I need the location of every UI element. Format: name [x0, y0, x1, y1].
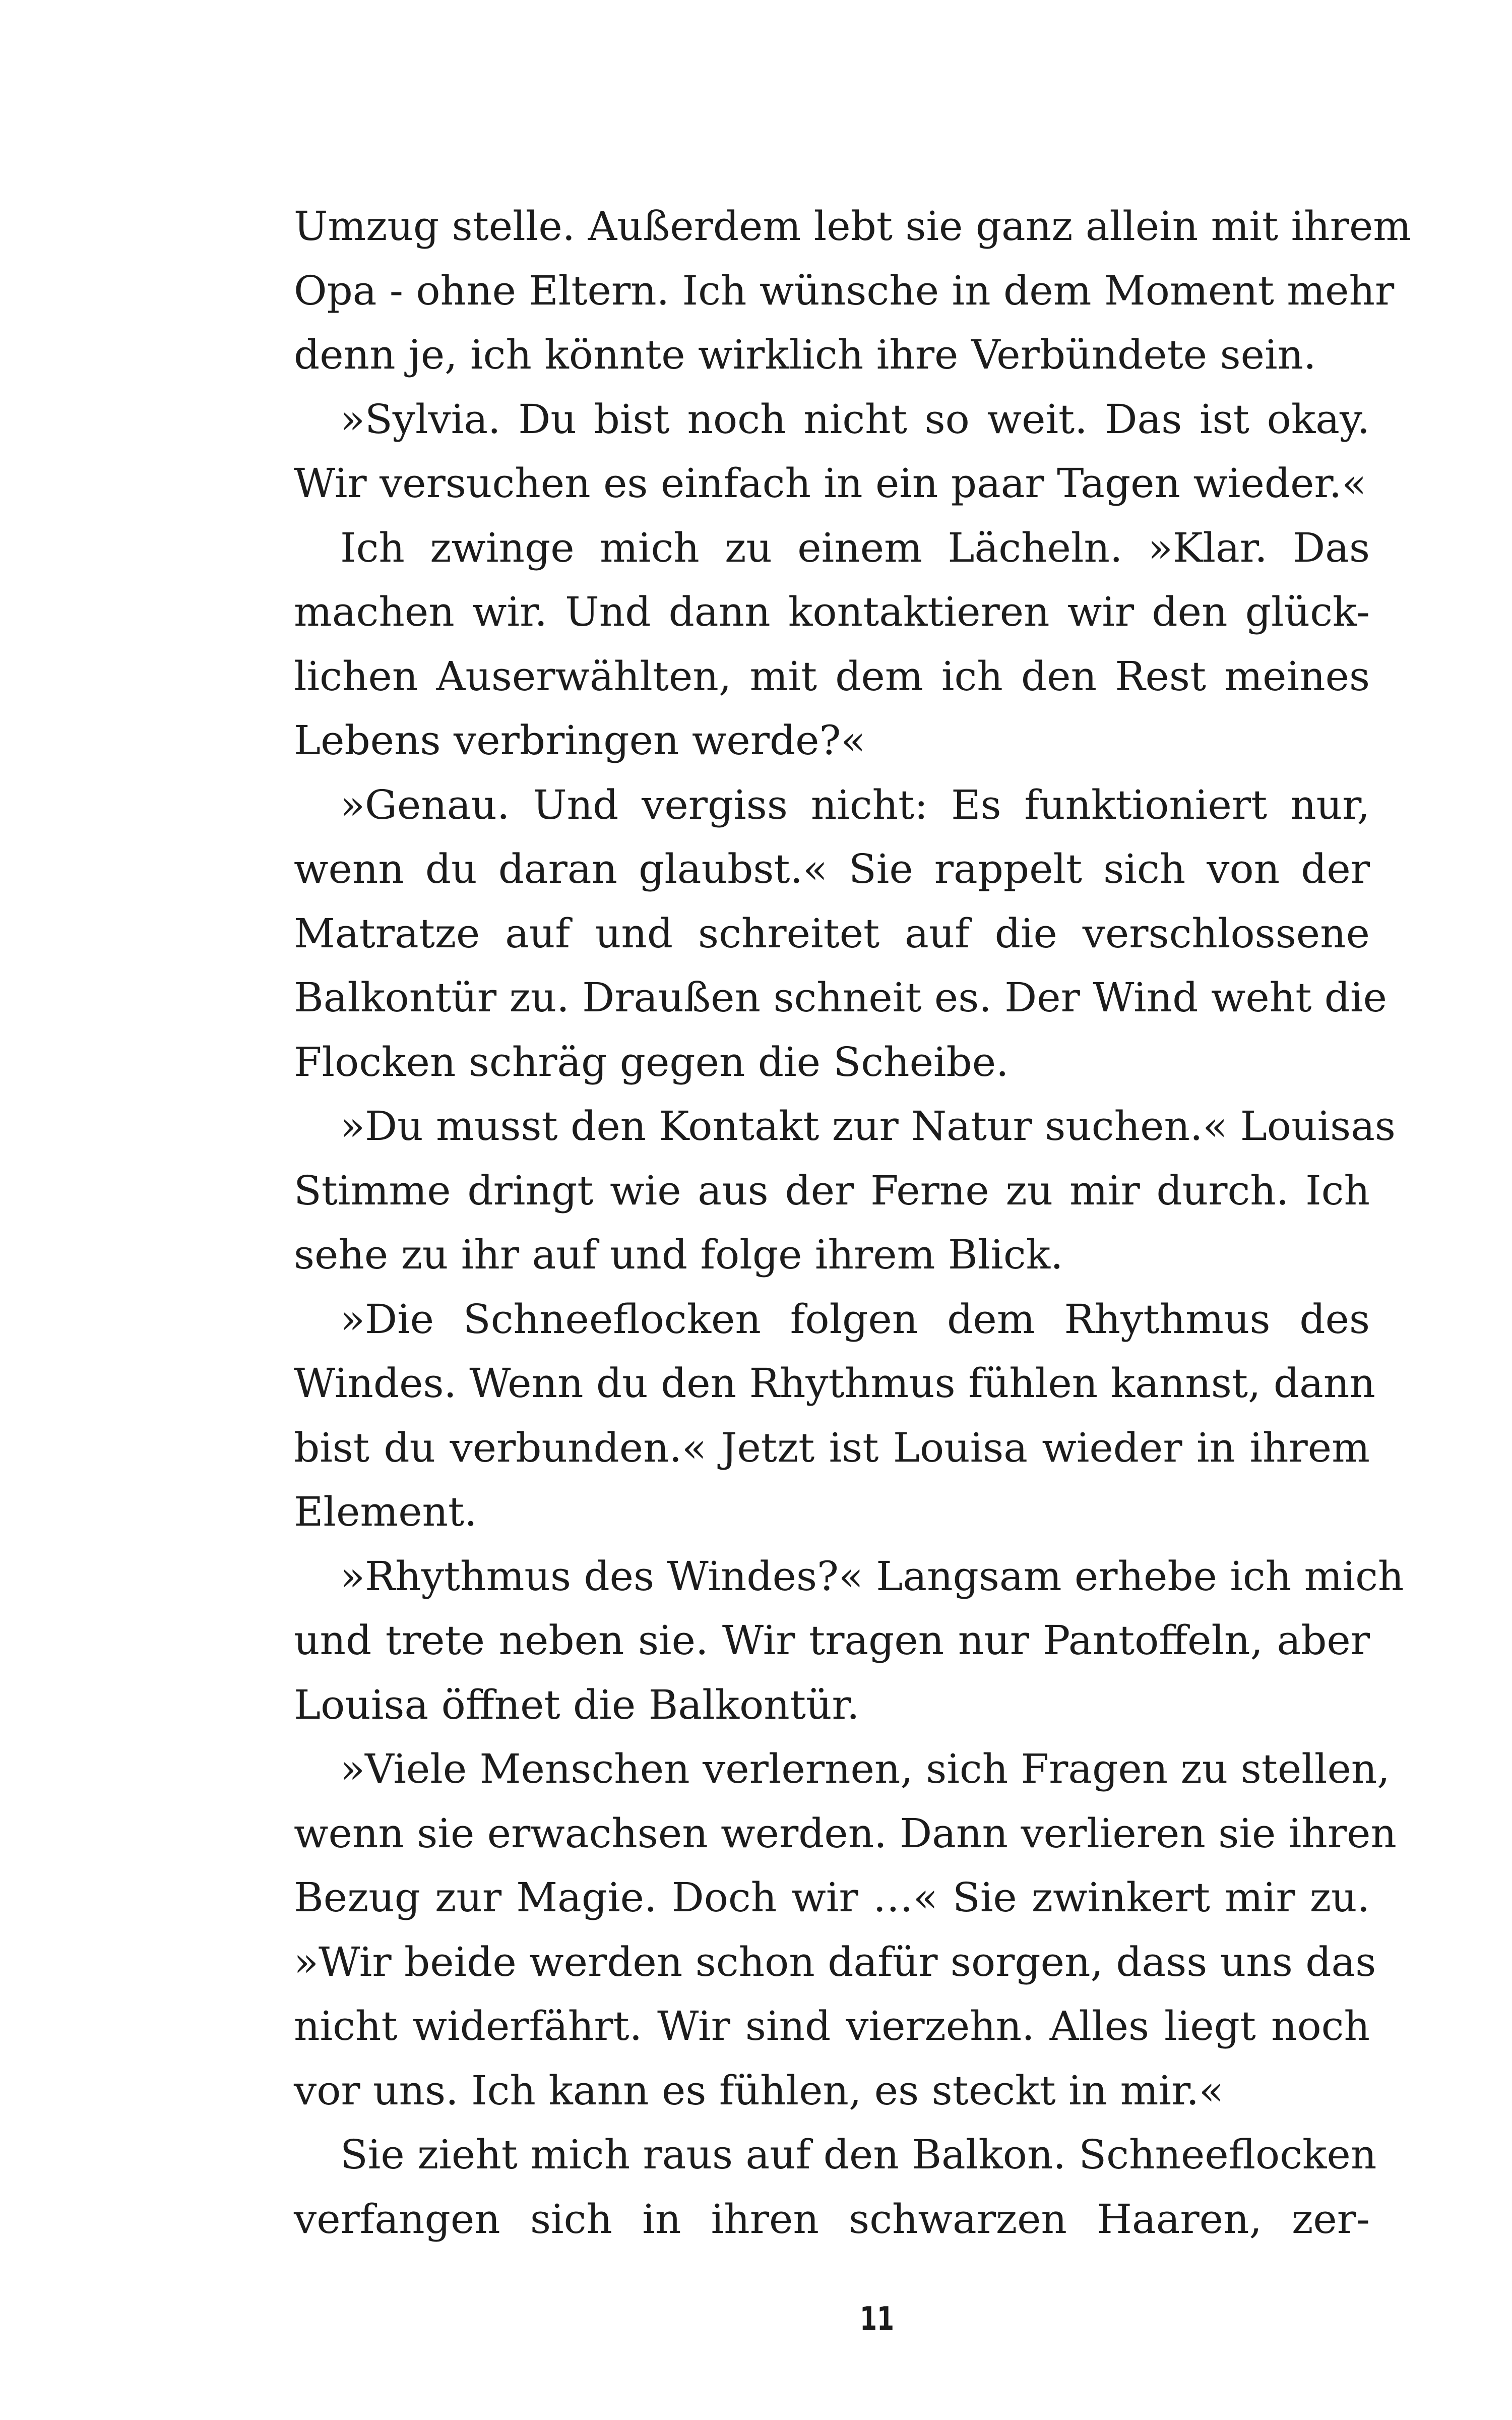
text-line: vor uns. Ich kann es fühlen, es steckt in mir.«	[294, 2067, 1224, 2114]
text-line: Flocken schräg gegen die Scheibe.	[294, 1038, 1009, 1085]
text-line: »Sylvia. Du bist noch nicht so weit. Das ist okay.	[340, 395, 1370, 443]
text-line: und trete neben sie. Wir tragen nur Pantoffeln, aber	[294, 1617, 1370, 1664]
text-line: Wir versuchen es einfach in ein paar Tagen wieder.«	[294, 460, 1367, 507]
text-line: »Du musst den Kontakt zur Natur suchen.« Louisas	[340, 1103, 1396, 1150]
text-line: Stimme dringt wie aus der Ferne zu mir durch. Ich	[294, 1167, 1370, 1214]
text-line: Element.	[294, 1488, 477, 1535]
text-line: »Wir beide werden schon dafür sorgen, dass uns das	[294, 1938, 1376, 1985]
text-line: nicht widerfährt. Wir sind vierzehn. Alles liegt noch	[294, 2003, 1370, 2049]
text-line: Umzug stelle. Außerdem lebt sie ganz allein mit ihrem	[294, 203, 1412, 250]
text-line: Ich zwinge mich zu einem Lächeln. »Klar. Das	[340, 524, 1370, 571]
text-line: Opa - ohne Eltern. Ich wünsche in dem Moment mehr	[294, 267, 1395, 314]
text-line: lichen Auserwählten, mit dem ich den Rest meines	[294, 652, 1370, 700]
text-line: »Viele Menschen verlernen, sich Fragen zu stellen,	[340, 1745, 1390, 1792]
text-line: »Rhythmus des Windes?« Langsam erhebe ich mich	[340, 1552, 1404, 1600]
text-line: wenn du daran glaubst.« Sie rappelt sich von der	[294, 845, 1370, 892]
text-line: Lebens verbringen werde?«	[294, 717, 866, 764]
text-line: verfangen sich in ihren schwarzen Haaren, zer-	[294, 2195, 1370, 2243]
text-line: sehe zu ihr auf und folge ihrem Blick.	[294, 1231, 1063, 1278]
text-line: Balkontür zu. Draußen schneit es. Der Wind weht die	[294, 974, 1387, 1021]
text-line: Sie zieht mich raus auf den Balkon. Schneeflocken	[340, 2131, 1377, 2178]
text-line: Bezug zur Magie. Doch wir …« Sie zwinkert mir zu.	[294, 1874, 1370, 1921]
text-line: machen wir. Und dann kontaktieren wir den glück-	[294, 588, 1370, 635]
text-line: Louisa öffnet die Balkontür.	[294, 1681, 860, 1728]
page-number: 11	[859, 2301, 895, 2338]
text-line: Windes. Wenn du den Rhythmus fühlen kannst, dann	[294, 1360, 1375, 1407]
body-text	[294, 194, 1412, 2251]
text-line: »Genau. Und vergiss nicht: Es funktioniert nur,	[340, 781, 1370, 828]
text-line: »Die Schneeflocken folgen dem Rhythmus des	[340, 1295, 1370, 1343]
text-line: wenn sie erwachsen werden. Dann verlieren sie ihren	[294, 1809, 1397, 1857]
text-line: bist du verbunden.« Jetzt ist Louisa wieder in ihrem	[294, 1424, 1370, 1471]
text-line: denn je, ich könnte wirklich ihre Verbündete sein.	[294, 331, 1316, 378]
text-line: Matratze auf und schreitet auf die verschlossene	[294, 910, 1370, 957]
